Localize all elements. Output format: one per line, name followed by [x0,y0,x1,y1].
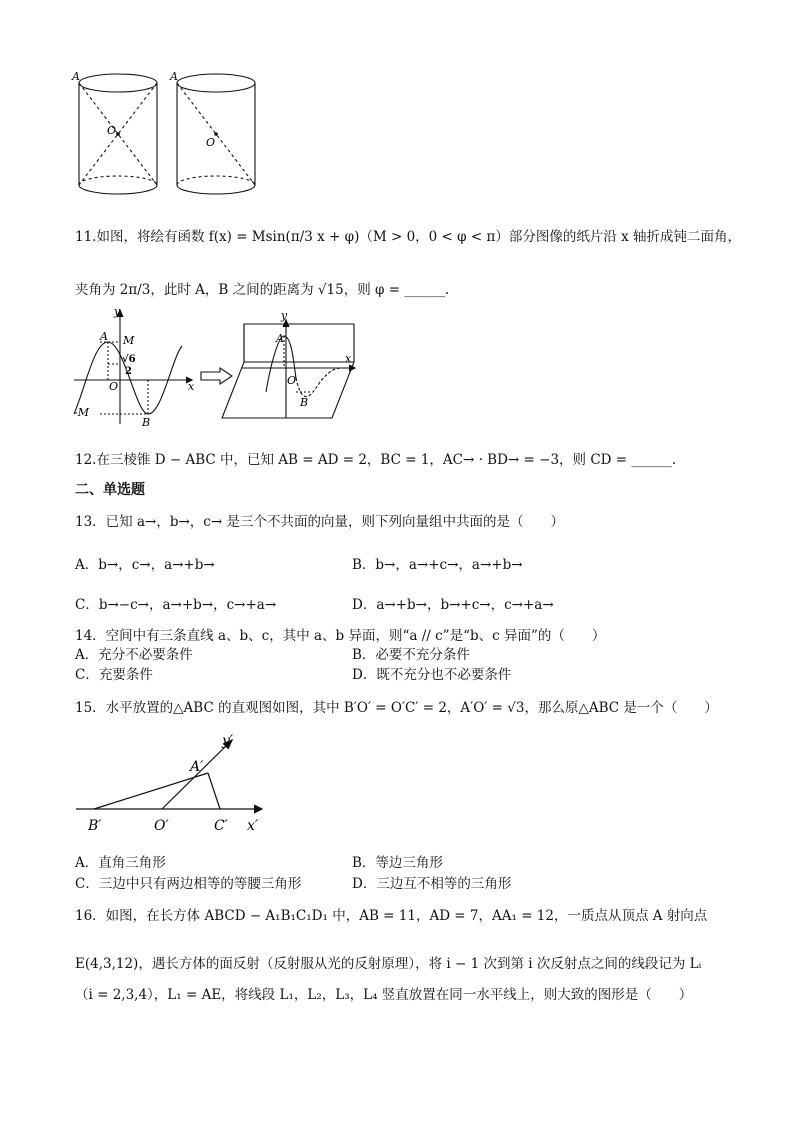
q14-option-c: C．充要条件 [75,667,153,683]
q15-option-a: A．直角三角形 [75,855,166,871]
q15-option-b: B．等边三角形 [352,855,443,871]
fold-figure [70,306,370,430]
q13-option-a: A．b→，c→，a→+b→ [75,557,215,573]
cyl2-label-a: A [170,70,178,83]
q14-option-d: D．既不充分也不必要条件 [352,667,512,683]
fig-a-label: A [100,330,108,343]
fig-sqrt6-label: √6 [122,354,136,365]
tri-a-label: A′ [190,759,204,775]
tri-c-label: C′ [214,818,228,834]
q13-stem: 13．已知 a→，b→，c→ 是三个不共面的向量，则下列向量组中共面的是（ ） [75,514,564,530]
q11-line2: 夹角为 2π/3，此时 A，B 之间的距离为 √15，则 φ = ______. [75,282,450,298]
cyl1-label-a: A [72,70,80,83]
q14-option-b: B．必要不充分条件 [352,647,470,663]
q12-text: 12.在三棱锥 D − ABC 中，已知 AB = AD = 2，BC = 1，AC→ · BD→ = −3，则 CD = ______. [75,452,677,468]
q16-line3: （i = 2,3,4），L₁ = AE，将线段 L₁，L₂，L₃，L₄ 竖直放置在同一水平线上，则大致的图形是（ ） [75,987,693,1003]
fig-x-label: x [188,380,195,393]
q16-line1: 16．如图，在长方体 ABCD − A₁B₁C₁D₁ 中，AB = 11，AD = 7，AA₁ = 12，一质点从顶点 A 射向点 [75,908,708,924]
q15-option-c: C．三边中只有两边相等的等腰三角形 [75,876,302,892]
tri-y-label: y′ [222,733,234,749]
q13-option-b: B．b→，a→+c→，a→+b→ [352,557,523,573]
fig2-y-label: y [281,309,288,322]
q16-line2: E(4,3,12)，遇长方体的面反射（反射服从光的反射原理），将 i − 1 次到第 i 次反射点之间的线段记为 Lᵢ [75,956,702,972]
fig-b-label: B [142,416,151,429]
cyl2-label-o: O [206,136,216,149]
q11-line1: 11.如图，将绘有函数 f(x) = Msin(π/3 x + φ)（M > 0，0 < φ < π）部分图像的纸片沿 x 轴折成钝二面角， [75,229,742,245]
cyl1-label-o: O [107,124,117,137]
cylinders-figure [70,68,270,200]
section-title: 二、单选题 [75,482,145,498]
q15-stem: 15．水平放置的△ABC 的直观图如图，其中 B′O′ = O′C′ = 2，A′O′ = √3，那么原△ABC 是一个（ ） [75,700,718,716]
fig2-b-label: B [300,396,309,409]
tri-x-label: x′ [247,818,259,834]
fig-two-label: 2 [125,366,132,377]
fig-m-label: M [123,334,135,347]
fig-negm-label: -M [74,406,89,419]
tri-b-label: B′ [88,818,102,834]
fig-o-label: O [109,380,119,393]
fig2-a-label: A [276,332,284,345]
triangle-figure [72,732,272,836]
q15-option-d: D．三边互不相等的三角形 [352,876,512,892]
q14-stem: 14．空间中有三条直线 a、b、c，其中 a、b 异面，则“a // c”是“b、c 异面”的（ ） [75,628,606,644]
q13-option-c: C．b→−c→，a→+b→，c→+a→ [75,597,277,613]
q13-option-d: D．a→+b→，b→+c→，c→+a→ [352,597,554,613]
fig2-x-label: x [345,352,352,365]
tri-o-label: O′ [154,818,169,834]
fig2-o-label: O [287,374,297,387]
fig-y-label: y [114,306,121,318]
q14-option-a: A．充分不必要条件 [75,647,193,663]
